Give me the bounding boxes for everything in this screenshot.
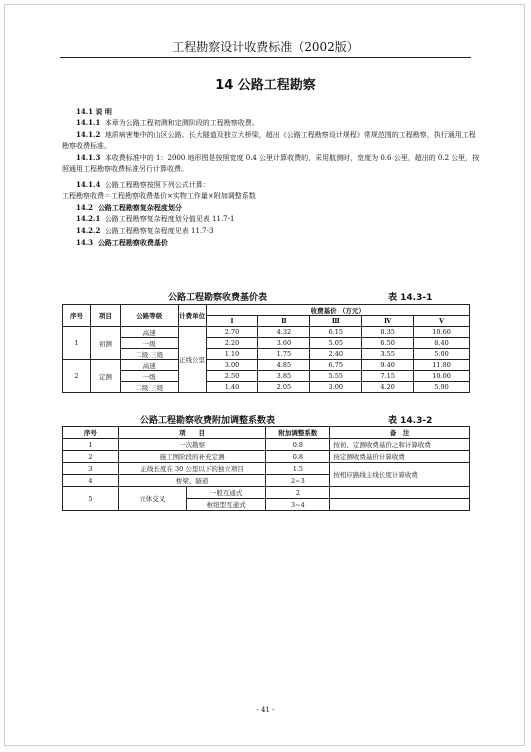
cell-price: 1.10 [206,349,258,360]
cell-unit: 正线公里 [178,327,206,393]
table-row [63,327,470,338]
cell-seq: 1 [63,327,91,360]
cell-price: 3.60 [258,338,310,349]
cell-price: 3.00 [206,360,258,371]
table-row [63,349,470,360]
cell-grade: 二级 三级 [120,382,178,393]
cell-sub-item: 一般互通式 [186,487,266,499]
para-14-1-4: 14.1.4 公路工程勘察按照下列公式计算： [76,180,210,189]
cell-item: 立体交叉 [118,487,186,511]
header-rule [60,57,471,58]
cell-item: 一次勘察 [118,439,266,451]
col-item: 项目 [90,305,120,327]
cell-price: 6.15 [310,327,362,338]
cell-price: 4.32 [258,327,310,338]
cell-grade: 二级 三级 [120,349,178,360]
cell-note: 按相应路线主线长度计算收费 [330,463,470,487]
col-seq: 序号 [63,427,119,439]
cell-price: 1.75 [258,349,310,360]
cell-item: 定测 [90,360,120,393]
cell-price: 10.60 [414,327,470,338]
page-number: - 41 - [256,706,275,714]
cell-seq: 4 [63,475,119,487]
cell-seq: 3 [63,463,119,475]
cell-price: 9.40 [362,360,414,371]
table-row [63,451,470,463]
cell-price: 2.40 [310,349,362,360]
cell-price: 3.55 [362,349,414,360]
col-seq: 序号 [63,305,91,327]
para-14-2-2: 14.2.2 公路工程勘察复杂程度见表 11.7-3 [76,226,214,235]
cell-note: 按定测收费基价计算收费 [330,451,470,463]
table1-header-row [63,305,470,316]
fee-base-table [62,304,470,393]
col-note: 备 注 [330,427,470,439]
cell-price: 5.55 [310,371,362,382]
col-level: Ⅱ [258,316,310,327]
cell-grade: 一级 [120,371,178,382]
cell-coef: 0.8 [266,439,330,451]
cell-seq: 2 [63,360,91,393]
cell-price: 4.20 [362,382,414,393]
cell-coef: 2 [266,487,330,499]
cell-price: 2.05 [258,382,310,393]
table1-title: 公路工程勘察收费基价表 [168,293,268,303]
running-header: 工程勘察设计收费标准（2002版） [172,40,359,54]
col-coef: 附加调整系数 [266,427,330,439]
cell-price: 5.00 [414,349,470,360]
col-level: Ⅳ [362,316,414,327]
cell-coef: 1.5 [266,463,330,475]
cell-price: 5.05 [310,338,362,349]
body-text [62,106,482,248]
cell-note: 按初、定测收费基价之和计算收费 [330,439,470,451]
table-row [63,382,470,393]
para-14-1-3: 14.1.3 本收费标准中的 1：2000 地形图是按照宽度 0.4 公里计算收费的，采用航测时，宽度为 0.6 公里，超出的 0.2 公里，按照通用工程勘察收费标准另行计算收费。 [62,153,480,173]
table-row [63,487,470,499]
cell-item: 施工图阶段的补充定测 [118,451,266,463]
cell-grade: 高速 [120,327,178,338]
section-14-3: 14.3 公路工程勘察收费基价 [76,238,168,247]
formula: 工程勘察收费＝工程勘察收费基价×实物工作量×附加调整系数 [62,192,256,200]
cell-price: 8.40 [414,338,470,349]
chapter-title: 14 公路工程勘察 [215,78,316,93]
col-unit: 计费单位 [178,305,206,327]
table1-number: 表 14.3-1 [388,293,433,303]
table2-title: 公路工程勘察收费附加调整系数表 [140,416,276,426]
cell-price: 1.40 [206,382,258,393]
cell-item: 正线长度在 30 公里以下的独立项目 [118,463,266,475]
cell-price: 2.20 [206,338,258,349]
cell-price: 7.15 [362,371,414,382]
cell-price: 2.70 [206,327,258,338]
table-row [63,463,470,475]
cell-coef: 0.8 [266,451,330,463]
table-row [63,371,470,382]
cell-price: 6.50 [362,338,414,349]
cell-seq: 5 [63,487,119,511]
table-row [63,360,470,371]
adjustment-coefficient-table [62,426,470,511]
table2-header-row [63,427,470,439]
cell-coef: 2~3 [266,475,330,487]
cell-note [330,499,470,511]
cell-price: 11.80 [414,360,470,371]
cell-price: 3.00 [310,382,362,393]
cell-grade: 一级 [120,338,178,349]
cell-note [330,487,470,499]
col-item: 项 目 [118,427,266,439]
section-14-2: 14.2 公路工程勘察复杂程度划分 [76,203,182,212]
table2-number: 表 14.3-2 [388,416,433,426]
cell-seq: 2 [63,451,119,463]
cell-price: 2.50 [206,371,258,382]
section-14-1: 14.1 说 明 [76,107,112,116]
cell-price: 3.85 [258,371,310,382]
cell-price: 8.35 [362,327,414,338]
para-14-1-1: 14.1.1 本章为公路工程初测和定测阶段的工程勘察收费。 [76,118,259,127]
col-level: Ⅴ [414,316,470,327]
cell-price: 5.90 [414,382,470,393]
cell-price: 6.75 [310,360,362,371]
cell-sub-item: 枢纽型互通式 [186,499,266,511]
cell-item: 初测 [90,327,120,360]
para-14-2-1: 14.2.1 公路工程勘察复杂程度划分值见表 11.7-1 [76,214,235,223]
cell-coef: 3~4 [266,499,330,511]
col-level: Ⅰ [206,316,258,327]
cell-price: 4.85 [258,360,310,371]
cell-price: 10.00 [414,371,470,382]
col-level: Ⅲ [310,316,362,327]
col-price: 收费基价 （万元） [206,305,469,316]
table-row [63,439,470,451]
cell-grade: 高速 [120,360,178,371]
table-row [63,338,470,349]
cell-seq: 1 [63,439,119,451]
para-14-1-2: 14.1.2 地质病害集中的山区公路、长大隧道及独立大桥梁，超出《公路工程勘察设计规程》常规范围的工程勘察，执行通用工程勘察收费标准。 [62,130,476,150]
col-grade: 公路等级 [120,305,178,327]
cell-item: 桥梁、隧道 [118,475,266,487]
